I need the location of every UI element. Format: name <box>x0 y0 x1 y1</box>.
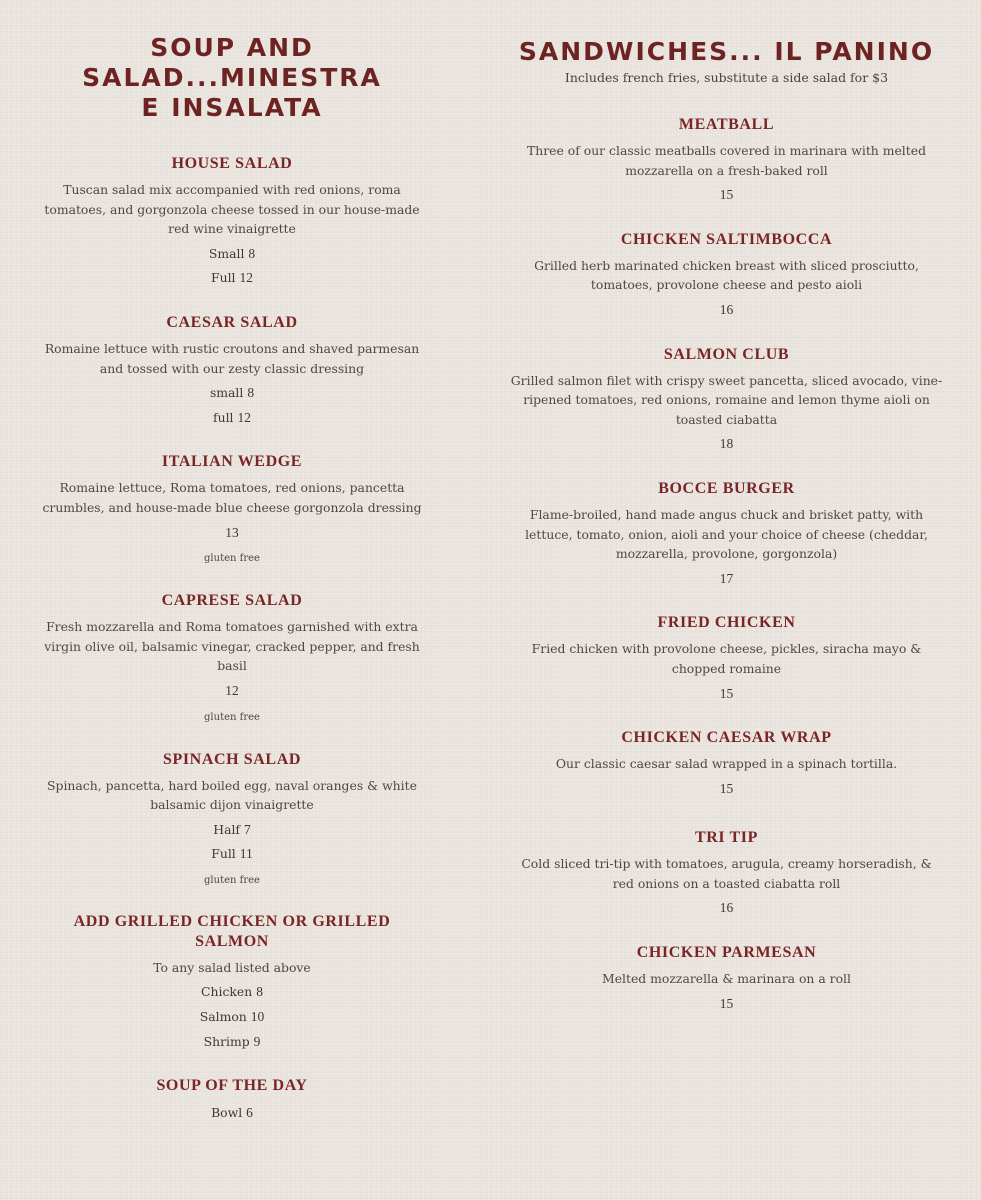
price-value <box>510 300 943 320</box>
price-value <box>510 569 943 589</box>
price-value: 16 <box>719 900 734 916</box>
menu-item-caesar-salad <box>36 313 428 427</box>
price-value: 15 <box>719 685 734 701</box>
item-description: Cold sliced tri-tip with tomatoes, arugula, creamy horseradish, & red onions on a toasted ciabatta roll <box>521 856 932 891</box>
menu-item-fried-chicken <box>510 613 943 703</box>
price-value: 10 <box>250 1009 265 1025</box>
price-value: 12 <box>239 270 253 286</box>
price-option <box>36 1103 428 1123</box>
item-description: Fried chicken with provolone cheese, pickles, siracha mayo & chopped romaine <box>531 641 922 676</box>
item-name: FRIED CHICKEN <box>657 614 796 632</box>
item-name: SPINACH SALAD <box>162 750 302 768</box>
price-value: 11 <box>239 846 253 862</box>
item-description: Our classic caesar salad wrapped in a spinach tortilla. <box>555 756 898 772</box>
item-description: Spinach, pancetta, hard boiled egg, naval oranges & white balsamic dijon vinaigrette <box>47 777 417 813</box>
price-value <box>510 779 943 799</box>
price-value: 9 <box>253 1033 261 1049</box>
section-title-sandwiches: SANDWICHES... IL PANINO <box>518 37 935 66</box>
price-label: Shrimp <box>203 1033 250 1049</box>
item-description: Romaine lettuce, Roma tomatoes, red onions, pancetta crumbles, and house-made blue cheese gorgonzola dressing <box>42 480 422 515</box>
price-value <box>510 434 943 454</box>
item-name: SOUP OF THE DAY <box>156 1077 308 1095</box>
item-name: MEATBALL <box>678 116 775 133</box>
price-label: Full <box>211 270 236 286</box>
item-name: ADD GRILLED CHICKEN OR GRILLED SALMON <box>73 912 391 950</box>
price-option <box>36 1007 428 1027</box>
menu-item-house-salad <box>36 154 428 288</box>
menu-item-chicken-saltimbocca <box>510 230 943 320</box>
item-name: CAESAR SALAD <box>166 313 298 331</box>
menu-item-chicken-caesar-wrap <box>510 728 943 798</box>
item-description: To any salad listed above <box>153 959 311 975</box>
price-option <box>36 844 428 864</box>
item-description: Flame-broiled, hand made angus chuck and brisket patty, with lettuce, tomato, onion, aioli and your choice of cheese (cheddar, mozzarella, provolone, gorgonzola) <box>525 506 928 562</box>
item-name: TRI TIP <box>694 829 759 847</box>
price-label: Full <box>211 846 236 862</box>
price-option <box>36 820 428 840</box>
price-value: 8 <box>248 245 256 261</box>
price-option <box>36 268 428 288</box>
item-name: BOCCE BURGER <box>658 479 795 497</box>
price-option <box>36 982 428 1002</box>
item-description: Three of our classic meatballs covered in marinara with melted mozzarella on a fresh-baked roll <box>526 143 927 178</box>
price-option <box>36 1032 428 1052</box>
price-label: Half <box>213 821 241 837</box>
price-value: 12 <box>237 409 251 425</box>
menu-item-caprese-salad <box>36 591 428 724</box>
menu-item-soup-of-the-day <box>36 1076 428 1123</box>
item-name: SALMON CLUB <box>663 345 790 363</box>
price-value: 18 <box>719 436 734 452</box>
menu-item-spinach-salad <box>36 750 428 888</box>
price-value <box>510 684 943 704</box>
price-value: 15 <box>719 780 734 796</box>
menu-item-italian-wedge <box>36 452 428 566</box>
menu-item-salmon-club <box>510 345 943 454</box>
menu-item-chicken-parmesan <box>510 943 943 1013</box>
price-value <box>510 994 943 1014</box>
item-name: CHICKEN CAESAR WRAP <box>621 729 832 747</box>
price-value <box>36 523 428 543</box>
price-option <box>36 383 428 403</box>
price-option <box>36 408 428 428</box>
item-description: Grilled herb marinated chicken breast with sliced prosciutto, tomatoes, provolone cheese and pesto aioli <box>534 257 919 293</box>
price-value: 7 <box>243 821 251 837</box>
price-value: 17 <box>719 570 734 586</box>
price-label: Small <box>208 245 245 261</box>
menu-item-tri-tip <box>510 828 943 918</box>
menu-item-add-protein <box>36 912 428 1051</box>
item-description: Melted mozzarella & marinara on a roll <box>602 971 851 987</box>
item-description: Fresh mozzarella and Roma tomatoes garnished with extra virgin olive oil, balsamic vinegar, cracked pepper, and fresh basil <box>44 619 420 674</box>
price-label: small <box>209 385 244 401</box>
item-name: CHICKEN SALTIMBOCCA <box>620 230 833 248</box>
price-value: 13 <box>225 524 239 540</box>
price-value: 15 <box>719 995 734 1011</box>
item-description: Tuscan salad mix accompanied with red onions, roma tomatoes, and gorgonzola cheese tossed in our house-made red wine vinaigrette <box>44 182 420 237</box>
price-value: 12 <box>225 682 239 698</box>
price-label: Chicken <box>201 984 253 1000</box>
soup-salad-section <box>36 0 428 1123</box>
item-description: Grilled salmon filet with crispy sweet pancetta, sliced avocado, vine-ripened tomatoes, red onions, romaine and lemon thyme aioli on toasted ciabatta <box>510 372 943 427</box>
price-value: 8 <box>256 984 263 1000</box>
item-name: HOUSE SALAD <box>171 155 293 172</box>
dietary-tag: gluten free <box>204 874 260 886</box>
price-value <box>510 898 943 918</box>
price-value: 6 <box>246 1105 253 1121</box>
dietary-tag: gluten free <box>204 711 260 723</box>
menu-item-bocce-burger <box>510 479 943 588</box>
dietary-tag: gluten free <box>204 553 260 565</box>
price-value: 15 <box>719 187 734 203</box>
price-label: Bowl <box>211 1105 243 1121</box>
price-value: 16 <box>719 301 734 317</box>
price-label: full <box>213 409 234 425</box>
section-title-soup-salad: SOUP AND SALAD...MINESTRA E INSALATA <box>82 33 382 122</box>
price-value <box>510 185 943 205</box>
item-description: Romaine lettuce with rustic croutons and shaved parmesan and tossed with our zesty classic dressing <box>44 340 420 376</box>
price-value <box>36 681 428 701</box>
section-subtitle: Includes french fries, substitute a side salad for $3 <box>564 70 889 85</box>
sandwiches-section <box>510 0 943 1013</box>
item-name: ITALIAN WEDGE <box>161 453 303 471</box>
item-name: CAPRESE SALAD <box>161 592 303 610</box>
price-option <box>36 244 428 264</box>
item-name: CHICKEN PARMESAN <box>636 944 817 962</box>
price-value: 8 <box>247 385 255 401</box>
menu-item-meatball <box>510 115 943 205</box>
price-label: Salmon <box>199 1009 247 1025</box>
